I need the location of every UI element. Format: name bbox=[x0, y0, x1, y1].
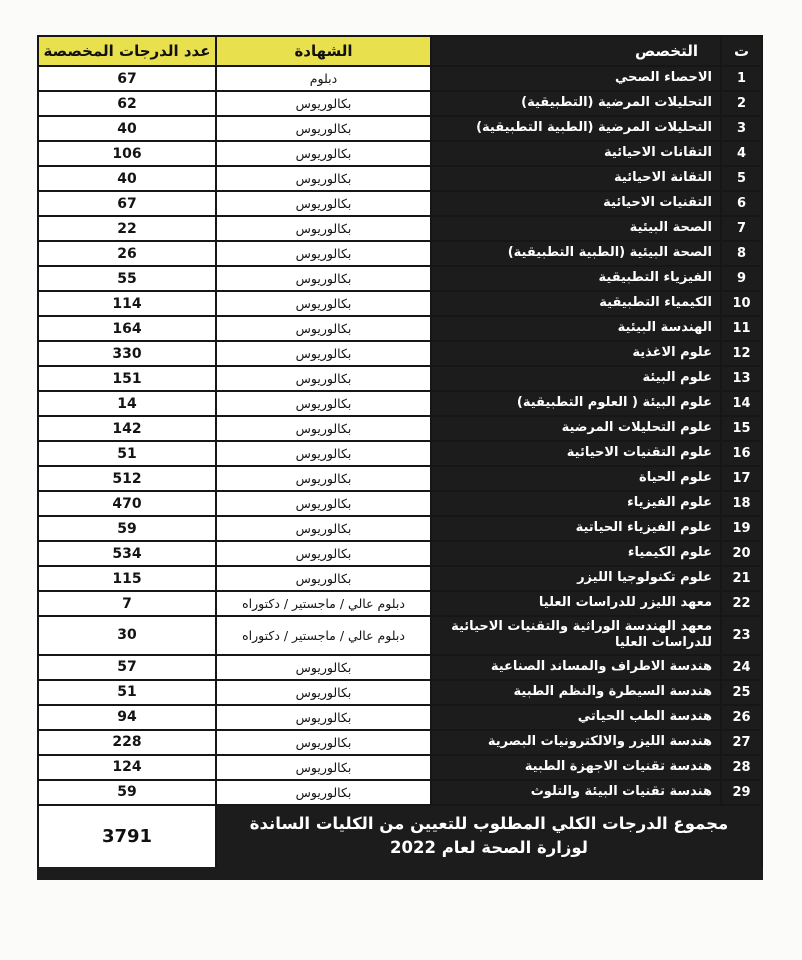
specialization-cell: هندسة تقنيات البيئة والتلوث bbox=[431, 780, 721, 805]
certificate-cell: بكالوريوس bbox=[216, 516, 431, 541]
certificate-cell: بكالوريوس bbox=[216, 566, 431, 591]
row-number-cell: 23 bbox=[721, 616, 762, 655]
degrees-cell: 57 bbox=[38, 655, 216, 680]
table-row bbox=[38, 66, 762, 91]
specialization-cell: هندسة الطب الحياتي bbox=[431, 705, 721, 730]
header-specialization: التخصص bbox=[431, 36, 721, 66]
certificate-cell: بكالوريوس bbox=[216, 780, 431, 805]
specialization-cell: هندسة الليزر والالكترونيات البصرية bbox=[431, 730, 721, 755]
table-row bbox=[38, 291, 762, 316]
table-row bbox=[38, 116, 762, 141]
table-body bbox=[38, 66, 762, 805]
degrees-cell: 67 bbox=[38, 191, 216, 216]
table-row bbox=[38, 566, 762, 591]
specialization-cell: هندسة تقنيات الاجهزة الطبية bbox=[431, 755, 721, 780]
row-number-cell: 5 bbox=[721, 166, 762, 191]
row-number-cell: 13 bbox=[721, 366, 762, 391]
row-number-cell: 1 bbox=[721, 66, 762, 91]
certificate-cell: بكالوريوس bbox=[216, 416, 431, 441]
table-row bbox=[38, 241, 762, 266]
degrees-cell: 51 bbox=[38, 441, 216, 466]
table-footer-row bbox=[38, 805, 762, 874]
degrees-table bbox=[37, 35, 763, 880]
specialization-cell: علوم الفيزياء bbox=[431, 491, 721, 516]
table-row bbox=[38, 141, 762, 166]
certificate-cell: بكالوريوس bbox=[216, 680, 431, 705]
degrees-cell: 59 bbox=[38, 516, 216, 541]
certificate-cell: بكالوريوس bbox=[216, 116, 431, 141]
certificate-cell: بكالوريوس bbox=[216, 266, 431, 291]
table-row bbox=[38, 366, 762, 391]
row-number-cell: 9 bbox=[721, 266, 762, 291]
degrees-cell: 228 bbox=[38, 730, 216, 755]
certificate-cell: بكالوريوس bbox=[216, 91, 431, 116]
specialization-cell: معهد الليزر للدراسات العليا bbox=[431, 591, 721, 616]
specialization-cell: التقنيات الاحيائية bbox=[431, 191, 721, 216]
row-number-cell: 22 bbox=[721, 591, 762, 616]
header-certificate: الشهادة bbox=[216, 36, 431, 66]
degrees-cell: 106 bbox=[38, 141, 216, 166]
specialization-cell: علوم التقنيات الاحيائية bbox=[431, 441, 721, 466]
row-number-cell: 19 bbox=[721, 516, 762, 541]
table-row bbox=[38, 441, 762, 466]
certificate-cell: بكالوريوس bbox=[216, 216, 431, 241]
table-row bbox=[38, 680, 762, 705]
table-row bbox=[38, 316, 762, 341]
degrees-cell: 14 bbox=[38, 391, 216, 416]
row-number-cell: 14 bbox=[721, 391, 762, 416]
degrees-cell: 55 bbox=[38, 266, 216, 291]
table-row bbox=[38, 516, 762, 541]
row-number-cell: 18 bbox=[721, 491, 762, 516]
certificate-cell: بكالوريوس bbox=[216, 655, 431, 680]
degrees-cell: 142 bbox=[38, 416, 216, 441]
table-row bbox=[38, 705, 762, 730]
degrees-cell: 151 bbox=[38, 366, 216, 391]
certificate-cell: دبلوم عالي / ماجستير / دكتوراه bbox=[216, 591, 431, 616]
row-number-cell: 12 bbox=[721, 341, 762, 366]
table-row bbox=[38, 491, 762, 516]
specialization-cell: التقانات الاحيائية bbox=[431, 141, 721, 166]
row-number-cell: 26 bbox=[721, 705, 762, 730]
specialization-cell: علوم البيئة bbox=[431, 366, 721, 391]
specialization-cell: التقانة الاحيائية bbox=[431, 166, 721, 191]
degrees-cell: 330 bbox=[38, 341, 216, 366]
row-number-cell: 6 bbox=[721, 191, 762, 216]
specialization-cell: الاحصاء الصحي bbox=[431, 66, 721, 91]
row-number-cell: 29 bbox=[721, 780, 762, 805]
degrees-cell: 51 bbox=[38, 680, 216, 705]
degrees-cell: 59 bbox=[38, 780, 216, 805]
row-number-cell: 2 bbox=[721, 91, 762, 116]
specialization-cell: الصحة البيئية bbox=[431, 216, 721, 241]
row-number-cell: 21 bbox=[721, 566, 762, 591]
specialization-cell: علوم الاغذية bbox=[431, 341, 721, 366]
specialization-cell: الصحة البيئية (الطبية التطبيقية) bbox=[431, 241, 721, 266]
degrees-cell: 470 bbox=[38, 491, 216, 516]
degrees-cell: 94 bbox=[38, 705, 216, 730]
certificate-cell: بكالوريوس bbox=[216, 441, 431, 466]
certificate-cell: بكالوريوس bbox=[216, 291, 431, 316]
certificate-cell: بكالوريوس bbox=[216, 166, 431, 191]
table-row bbox=[38, 780, 762, 805]
row-number-cell: 16 bbox=[721, 441, 762, 466]
specialization-cell: هندسة السيطرة والنظم الطبية bbox=[431, 680, 721, 705]
certificate-cell: بكالوريوس bbox=[216, 141, 431, 166]
certificate-cell: بكالوريوس bbox=[216, 316, 431, 341]
table-row bbox=[38, 730, 762, 755]
specialization-cell: التحليلات المرضية (التطبيقية) bbox=[431, 91, 721, 116]
row-number-cell: 4 bbox=[721, 141, 762, 166]
degrees-cell: 7 bbox=[38, 591, 216, 616]
header-degrees: عدد الدرجات المخصصة bbox=[38, 36, 216, 66]
row-number-cell: 7 bbox=[721, 216, 762, 241]
total-value: 3791 bbox=[38, 805, 216, 874]
certificate-cell: بكالوريوس bbox=[216, 391, 431, 416]
specialization-cell: معهد الهندسة الوراثية والتقنيات الاحيائية للدراسات العليا bbox=[431, 616, 721, 655]
header-row-number: ت bbox=[721, 36, 762, 66]
degrees-cell: 115 bbox=[38, 566, 216, 591]
degrees-cell: 40 bbox=[38, 116, 216, 141]
table-row bbox=[38, 191, 762, 216]
table-row bbox=[38, 416, 762, 441]
degrees-cell: 40 bbox=[38, 166, 216, 191]
degrees-cell: 534 bbox=[38, 541, 216, 566]
row-number-cell: 8 bbox=[721, 241, 762, 266]
degrees-cell: 30 bbox=[38, 616, 216, 655]
degrees-cell: 26 bbox=[38, 241, 216, 266]
table-row bbox=[38, 466, 762, 491]
row-number-cell: 3 bbox=[721, 116, 762, 141]
table-row bbox=[38, 391, 762, 416]
specialization-cell: هندسة الاطراف والمساند الصناعية bbox=[431, 655, 721, 680]
specialization-cell: علوم البيئة ( العلوم التطبيقية) bbox=[431, 391, 721, 416]
degrees-cell: 67 bbox=[38, 66, 216, 91]
certificate-cell: بكالوريوس bbox=[216, 241, 431, 266]
table-row bbox=[38, 166, 762, 191]
certificate-cell: بكالوريوس bbox=[216, 730, 431, 755]
specialization-cell: الفيزياء التطبيقية bbox=[431, 266, 721, 291]
row-number-cell: 11 bbox=[721, 316, 762, 341]
table-row bbox=[38, 91, 762, 116]
certificate-cell: بكالوريوس bbox=[216, 541, 431, 566]
specialization-cell: علوم تكنولوجيا الليزر bbox=[431, 566, 721, 591]
certificate-cell: بكالوريوس bbox=[216, 341, 431, 366]
row-number-cell: 24 bbox=[721, 655, 762, 680]
table-row bbox=[38, 591, 762, 616]
certificate-cell: بكالوريوس bbox=[216, 366, 431, 391]
certificate-cell: بكالوريوس bbox=[216, 705, 431, 730]
table-row bbox=[38, 216, 762, 241]
specialization-cell: الكيمياء التطبيقية bbox=[431, 291, 721, 316]
certificate-cell: دبلوم bbox=[216, 66, 431, 91]
table-row bbox=[38, 616, 762, 655]
specialization-cell: علوم الحياة bbox=[431, 466, 721, 491]
table-row bbox=[38, 755, 762, 780]
specialization-cell: علوم التحليلات المرضية bbox=[431, 416, 721, 441]
table-row bbox=[38, 655, 762, 680]
degrees-cell: 124 bbox=[38, 755, 216, 780]
certificate-cell: بكالوريوس bbox=[216, 191, 431, 216]
specialization-cell: علوم الكيمياء bbox=[431, 541, 721, 566]
table-row bbox=[38, 541, 762, 566]
certificate-cell: بكالوريوس bbox=[216, 491, 431, 516]
specialization-cell: علوم الفيزياء الحياتية bbox=[431, 516, 721, 541]
table-row bbox=[38, 266, 762, 291]
certificate-cell: بكالوريوس bbox=[216, 755, 431, 780]
row-number-cell: 25 bbox=[721, 680, 762, 705]
specialization-cell: الهندسة البيئية bbox=[431, 316, 721, 341]
row-number-cell: 28 bbox=[721, 755, 762, 780]
row-number-cell: 20 bbox=[721, 541, 762, 566]
specialization-cell: التحليلات المرضية (الطبية التطبيقية) bbox=[431, 116, 721, 141]
total-label: مجموع الدرجات الكلي المطلوب للتعيين من الكليات الساندة لوزارة الصحة لعام 2022 bbox=[216, 805, 762, 874]
table-header-row bbox=[38, 36, 762, 66]
degrees-cell: 164 bbox=[38, 316, 216, 341]
degrees-cell: 512 bbox=[38, 466, 216, 491]
degrees-cell: 114 bbox=[38, 291, 216, 316]
degrees-cell: 62 bbox=[38, 91, 216, 116]
row-number-cell: 10 bbox=[721, 291, 762, 316]
certificate-cell: دبلوم عالي / ماجستير / دكتوراه bbox=[216, 616, 431, 655]
table-row bbox=[38, 341, 762, 366]
row-number-cell: 15 bbox=[721, 416, 762, 441]
certificate-cell: بكالوريوس bbox=[216, 466, 431, 491]
row-number-cell: 27 bbox=[721, 730, 762, 755]
row-number-cell: 17 bbox=[721, 466, 762, 491]
degrees-cell: 22 bbox=[38, 216, 216, 241]
